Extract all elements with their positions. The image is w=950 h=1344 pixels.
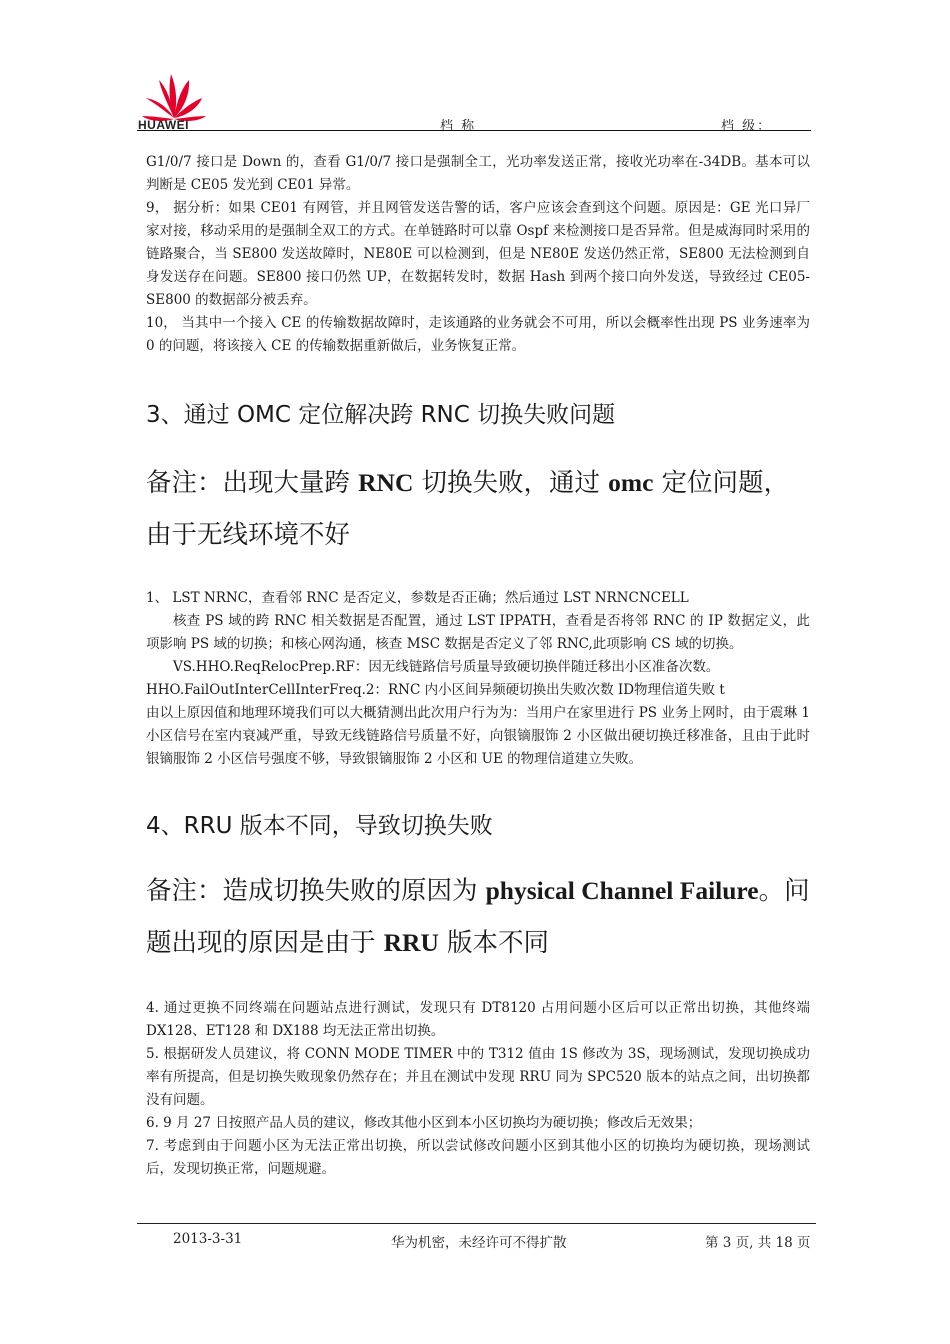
list-item-5: 5. 根据研发人员建议，将 CONN MODE TIMER 中的 T312 值由 1S 修改为 3S，现场测试，发现切换成功率有所提高，但是切换失败现象仍然存在；并且在测试中发现 RRU 同为 SPC520 版本的站点之间，出切换都没有问题。	[146, 1046, 810, 1108]
header-rule	[137, 130, 811, 131]
doc-level-label: 档 级：	[721, 119, 773, 134]
doc-name-label: 档 称	[440, 119, 477, 134]
section-4-list	[146, 997, 810, 1181]
paragraph-analysis: 由以上原因值和地理环境我们可以大概猜测出此次用户行为为：当用户在家里进行 PS 业务上网时，由于震琳 1 小区信号在室内衰减严重，导致无线链路信号质量不好，向银镝服饰 2 小区做出硬切换迁移准备，且由于此时银镝服饰 2 小区信号强度不够，导致银镝服饰 2 小区和 UE 的物理信道建立失败。	[146, 705, 810, 767]
section-3-heading: 3、通过 OMC 定位解决跨 RNC 切换失败问题	[146, 402, 616, 428]
paragraph-10: 10， 当其中一个接入 CE 的传输数据故障时，走该通路的业务就会不可用，所以会概率性出现 PS 业务速率为 0 的问题，将该接入 CE 的传输数据重新做后，业务恢复正常。	[146, 315, 810, 354]
list-item-4: 4. 通过更换不同终端在问题站点进行测试，发现只有 DT8120 占用问题小区后可以正常出切换，其他终端 DX128、ET128 和 DX188 均无法正常出切换。	[146, 1000, 810, 1039]
huawei-logo-text: HUAWEI	[138, 118, 189, 132]
footer-confidential: 华为机密，未经许可不得扩散	[391, 1235, 567, 1251]
paragraph-vs-hho: VS.HHO.ReqRelocPrep.RF：因无线链路信号质量导致硬切换伴随迁移出小区准备次数。	[173, 659, 720, 675]
paragraph-g107: G1/0/7 接口是 Down 的，查看 G1/0/7 接口是强制全工，光功率发送正常，接收光功率在-34DB。基本可以判断是 CE05 发光到 CE01 异常。	[146, 154, 810, 193]
section-3-note: 备注：出现大量跨 RNC 切换失败，通过 omc 定位问题，由于无线环境不好	[146, 468, 789, 550]
footer-date: 2013-3-31	[173, 1231, 243, 1247]
top-paragraphs	[146, 151, 810, 358]
paragraph-lst-nrnc: 1、 LST NRNC，查看邻 RNC 是否定义，参数是否正确；然后通过 LST NRNCNCELL	[146, 590, 689, 606]
section-4-note: 备注：造成切换失败的原因为 physical Channel Failure。问题出现的原因是由于 RRU 版本不同	[146, 876, 810, 958]
section-4-heading: 4、RRU 版本不同，导致切换失败	[146, 813, 493, 839]
list-item-7: 7. 考虑到由于问题小区为无法正常出切换，所以尝试修改问题小区到其他小区的切换均为硬切换，现场测试后，发现切换正常，问题规避。	[146, 1138, 810, 1177]
footer-page-number: 第 3 页, 共 18 页	[705, 1235, 811, 1251]
paragraph-9: 9， 据分析：如果 CE01 有网管，并且网管发送告警的话，客户应该会查到这个问题。原因是：GE 光口异厂家对接，移动采用的是强制全双工的方式。在单链路时可以靠 Ospf 来检测接口是否异常。但是威海同时采用的链路聚合，当 SE800 发送故障时，NE80E 可以检测到，但是 NE80E 发送仍然正常，SE800 无法检测到自身发送存在问题。SE800 接口仍然 UP，在数据转发时，数据 Hash 到两个接口向外发送，导致经过 CE05-SE800 的数据部分被丢弃。	[146, 200, 810, 308]
footer-rule	[137, 1223, 816, 1224]
list-item-6: 6. 9 月 27 日按照产品人员的建议，修改其他小区到本小区切换均为硬切换；修改后无效果；	[146, 1115, 702, 1131]
paragraph-check-ps: 核查 PS 域的跨 RNC 相关数据是否配置，通过 LST IPPATH，查看是否将邻 RNC 的 IP 数据定义，此项影响 PS 域的切换；和核心网沟通，核查 MSC 数据是否定义了邻 RNC,此项影响 CS 域的切换。	[146, 613, 810, 652]
paragraph-hho-fail: HHO.FailOutInterCellInterFreq.2：RNC 内小区间异频硬切换出失败次数 ID物理信道失败 t	[146, 682, 725, 698]
section-3-body	[146, 587, 810, 771]
